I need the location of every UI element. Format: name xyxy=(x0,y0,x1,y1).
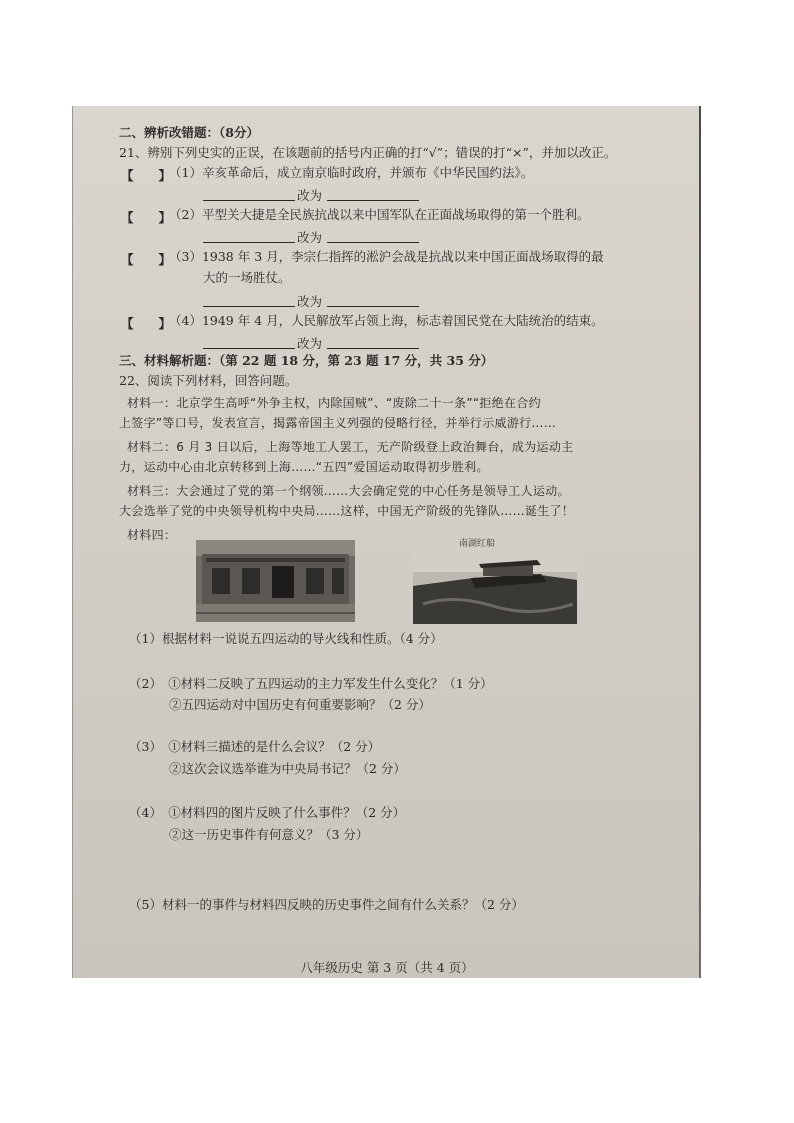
q22-sub-4a: （4） ①材料四的图片反映了什么事件？（2 分） xyxy=(129,805,406,820)
blank-3a[interactable] xyxy=(203,292,295,307)
exam-page-photo xyxy=(72,106,701,978)
answer-bracket-4[interactable]: 【 】 xyxy=(121,316,172,331)
blank-2a[interactable] xyxy=(203,228,295,243)
change-label-1: 改为 xyxy=(297,188,323,203)
change-label-2: 改为 xyxy=(297,230,323,245)
q22-sub-4b: ②这一历史事件有何意义？（3 分） xyxy=(169,827,369,842)
q21-item-4: （4）1949 年 4 月，人民解放军占领上海，标志着国民党在大陆统治的结束。 xyxy=(169,313,604,328)
change-label-3: 改为 xyxy=(297,294,323,309)
material-2-line-1: 材料二：6 月 3 日以后，上海等地工人罢工，无产阶级登上政治舞台，成为运动主 xyxy=(127,440,574,454)
q22-intro: 22、阅读下列材料，回答问题。 xyxy=(119,373,298,388)
q22-sub-3a: （3） ①材料三描述的是什么会议？（2 分） xyxy=(129,739,381,754)
q21-item-3-cont: 大的一场胜仗。 xyxy=(203,270,291,285)
q22-sub-5: （5）材料一的事件与材料四反映的历史事件之间有什么关系？（2 分） xyxy=(129,897,524,912)
q21-item-1: （1）辛亥革命后，成立南京临时政府，并颁布《中华民国约法》。 xyxy=(169,165,534,180)
material-3-line-2: 大会选举了党的中央领导机构中央局……这样，中国无产阶级的先锋队……诞生了！ xyxy=(119,504,575,518)
q22-sub-1: （1）根据材料一说说五四运动的导火线和性质。（4 分） xyxy=(129,631,443,646)
blank-4a[interactable] xyxy=(203,334,295,349)
change-label-4: 改为 xyxy=(297,336,323,351)
answer-bracket-3[interactable]: 【 】 xyxy=(121,252,172,267)
material-2-line-2: 力，运动中心由北京转移到上海……“五四”爱国运动取得初步胜利。 xyxy=(119,460,489,474)
answer-bracket-2[interactable]: 【 】 xyxy=(121,210,172,225)
section-2-heading: 二、辨析改错题：（8分） xyxy=(119,125,259,140)
material-3-line-1: 材料三：大会通过了党的第一个纲领……大会确定党的中心任务是领导工人运动。 xyxy=(127,484,570,498)
q22-sub-2b: ②五四运动对中国历史有何重要影响？（2 分） xyxy=(169,697,431,712)
q21-item-3: （3）1938 年 3 月，李宗仁指挥的淞沪会战是抗战以来中国正面战场取得的最 xyxy=(169,249,604,264)
material-4-label: 材料四： xyxy=(127,528,177,542)
material-1-line-2: 上签字”等口号，发表宣言，揭露帝国主义列强的侵略行径，并举行示威游行…… xyxy=(119,416,557,430)
blank-4b[interactable] xyxy=(327,334,419,349)
q22-sub-2a: （2） ①材料二反映了五四运动的主力军发生什么变化？（1 分） xyxy=(129,676,493,691)
answer-bracket-1[interactable]: 【 】 xyxy=(121,168,172,183)
photo-caption: 南湖红船 xyxy=(459,539,496,549)
q21-instructions: 21、辨别下列史实的正误，在该题前的括号内正确的打“√”；错误的打“×”，并加以改正。 xyxy=(119,145,617,160)
q22-sub-3b: ②这次会议选举谁为中央局书记？（2 分） xyxy=(169,761,406,776)
boat-photo xyxy=(413,534,577,624)
page-footer: 八年级历史 第 3 页（共 4 页） xyxy=(300,960,474,975)
blank-1a[interactable] xyxy=(203,186,295,201)
blank-2b[interactable] xyxy=(327,228,419,243)
blank-1b[interactable] xyxy=(327,186,419,201)
material-1-line-1: 材料一：北京学生高呼“外争主权，内除国贼”、“废除二十一条”“拒绝在合约 xyxy=(127,396,541,410)
q21-item-2: （2）平型关大捷是全民族抗战以来中国军队在正面战场取得的第一个胜利。 xyxy=(169,207,590,222)
building-photo xyxy=(196,540,355,622)
blank-3b[interactable] xyxy=(327,292,419,307)
section-3-heading: 三、材料解析题：（第 22 题 18 分，第 23 题 17 分，共 35 分） xyxy=(119,353,494,368)
